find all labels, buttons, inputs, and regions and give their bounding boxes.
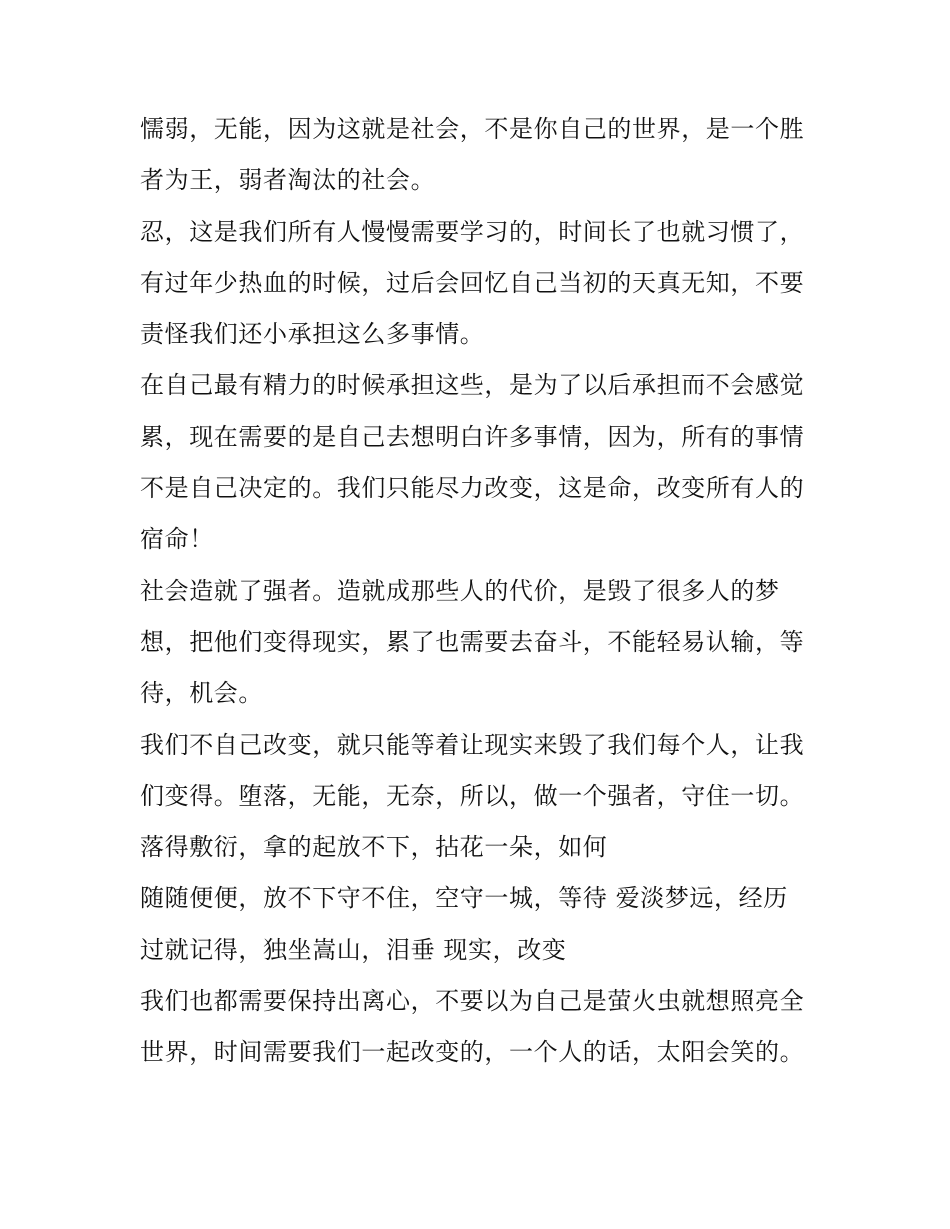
- text-line: 们变得。堕落，无能，无奈，所以，做一个强者，守住一切。: [140, 781, 805, 810]
- text-line: 落得敷衍，拿的起放不下，拈花一朵，如何: [140, 833, 608, 862]
- text-line: 忍，这是我们所有人慢慢需要学习的，时间长了也就习惯了，: [140, 217, 805, 246]
- text-line: 者为王，弱者淘汰的社会。: [140, 166, 436, 195]
- text-line: 不是自己决定的。我们只能尽力改变，这是命，改变所有人的: [140, 474, 805, 503]
- text-line: 待，机会。: [140, 679, 263, 708]
- text-line: 随随便便，放不下守不住，空守一城，等待 爱淡梦远，经历: [140, 884, 788, 913]
- text-line: 有过年少热血的时候，过后会回忆自己当初的天真无知，不要: [140, 268, 805, 297]
- text-line: 责怪我们还小承担这么多事情。: [140, 320, 485, 349]
- text-line: 过就记得，独坐嵩山，泪垂 现实，改变: [140, 935, 567, 964]
- document-page: [140, 104, 830, 1079]
- text-line: 想，把他们变得现实，累了也需要去奋斗，不能轻易认输，等: [140, 627, 805, 656]
- text-line: 我们不自己改变，就只能等着让现实来毁了我们每个人，让我: [140, 730, 805, 759]
- text-line: 我们也都需要保持出离心，不要以为自己是萤火虫就想照亮全: [140, 987, 805, 1016]
- text-line: 懦弱，无能，因为这就是社会，不是你自己的世界，是一个胜: [140, 115, 805, 143]
- text-line: 世界，时间需要我们一起改变的，一个人的话，太阳会笑的。: [140, 1038, 805, 1067]
- text-line: 社会造就了强者。造就成那些人的代价，是毁了很多人的梦: [140, 576, 780, 605]
- text-line: 累，现在需要的是自己去想明白许多事情，因为，所有的事情: [140, 422, 805, 451]
- text-line: 在自己最有精力的时候承担这些，是为了以后承担而不会感觉: [140, 371, 805, 400]
- text-line: 宿命！: [140, 525, 214, 554]
